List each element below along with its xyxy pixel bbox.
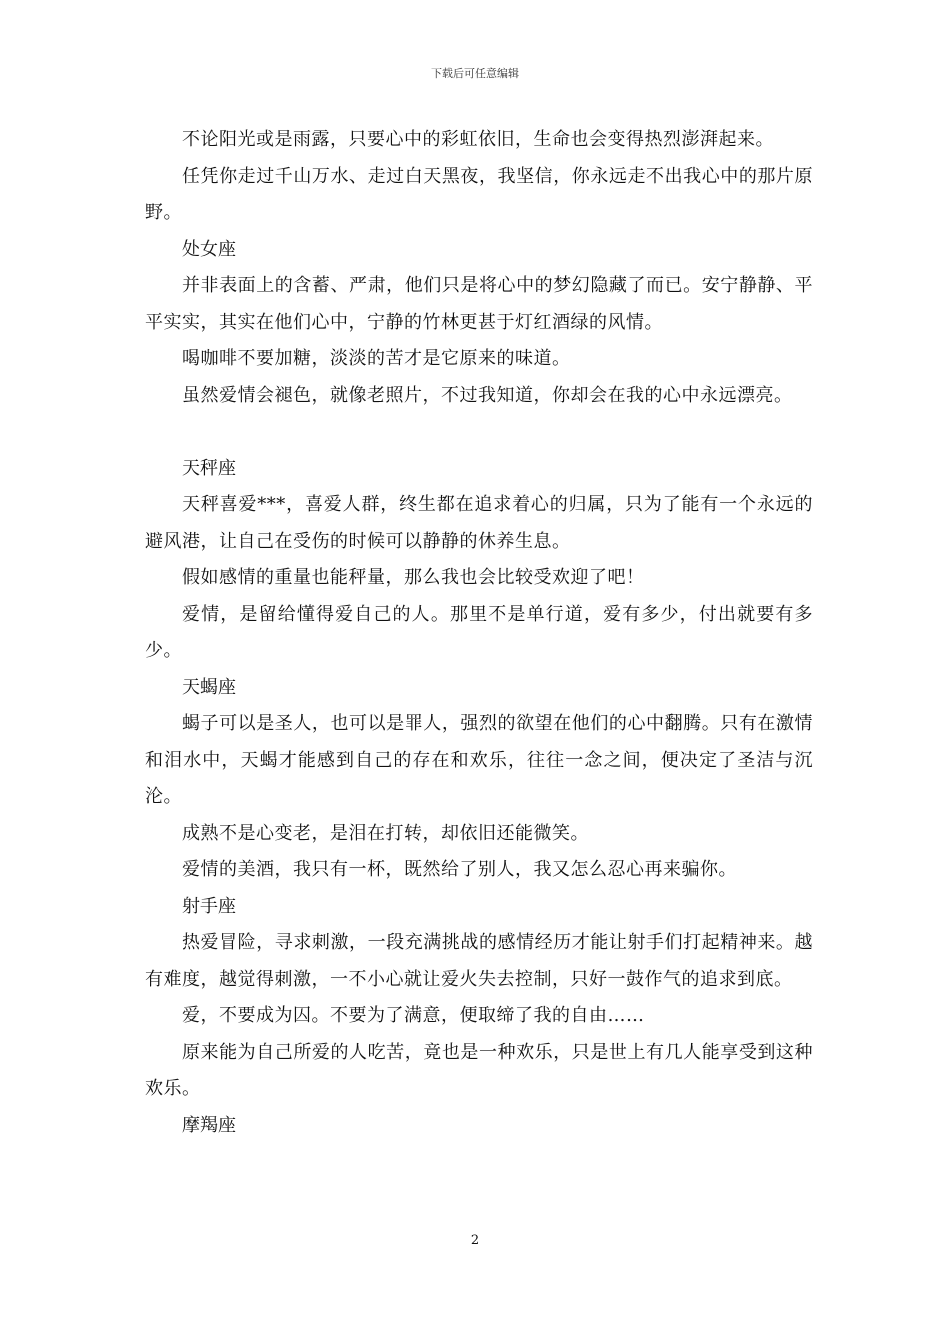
section-heading-libra: 天秤座 (182, 457, 236, 479)
paragraph: 虽然爱情会褪色，就像老照片，不过我知道，你却会在我的心中永远漂亮。 (182, 384, 793, 406)
page-number: 2 (470, 1233, 480, 1248)
paragraph: 爱情的美酒，我只有一杯，既然给了别人，我又怎么忍心再来骗你。 (182, 859, 737, 880)
paragraph: 任凭你走过千山万水、走过白天黑夜，我坚信，你永远走不出我心中的那片原野。 (145, 165, 813, 223)
paragraph: 天秤喜爱***，喜爱人群，终生都在追求着心的归属，只为了能有一个永远的避风港，让自己在受伤的时候可以静静的休养生息。 (145, 494, 813, 552)
document-body (145, 122, 813, 1144)
paragraph: 并非表面上的含蓄、严肃，他们只是将心中的梦幻隐藏了而已。安宁静静、平平实实，其实在他们心中，宁静的竹林更甚于灯红酒绿的风情。 (145, 275, 813, 333)
section-heading-virgo: 处女座 (182, 238, 236, 260)
paragraph: 成熟不是心变老，是泪在打转，却依旧还能微笑。 (182, 822, 589, 844)
paragraph: 热爱冒险，寻求刺激，一段充满挑战的感情经历才能让射手们打起精神来。越有难度，越觉得刺激，一不小心就让爱火失去控制，只好一鼓作气的追求到底。 (145, 932, 813, 990)
section-heading-sagittarius: 射手座 (182, 895, 236, 917)
section-heading-scorpio: 天蝎座 (182, 676, 236, 698)
blank-line (145, 414, 813, 451)
paragraph: 喝咖啡不要加糖，淡淡的苦才是它原来的味道。 (182, 348, 571, 369)
paragraph: 蝎子可以是圣人，也可以是罪人，强烈的欲望在他们的心中翻腾。只有在激情和泪水中，天蝎才能感到自己的存在和欢乐，往往一念之间，便决定了圣洁与沉沦。 (145, 713, 813, 807)
paragraph: 不论阳光或是雨露，只要心中的彩虹依旧，生命也会变得热烈澎湃起来。 (182, 129, 774, 150)
section-heading-capricorn: 摩羯座 (182, 1114, 236, 1136)
paragraph: 爱，不要成为囚。不要为了满意，便取缔了我的自由…… (182, 1005, 645, 1026)
paragraph: 爱情，是留给懂得爱自己的人。那里不是单行道，爱有多少，付出就要有多少。 (145, 603, 813, 661)
paragraph: 原来能为自己所爱的人吃苦，竟也是一种欢乐，只是世上有几人能享受到这种欢乐。 (145, 1041, 813, 1099)
page-header: 下载后可任意编辑 (431, 67, 519, 80)
paragraph: 假如感情的重量也能秤量，那么我也会比较受欢迎了吧！ (182, 567, 645, 588)
